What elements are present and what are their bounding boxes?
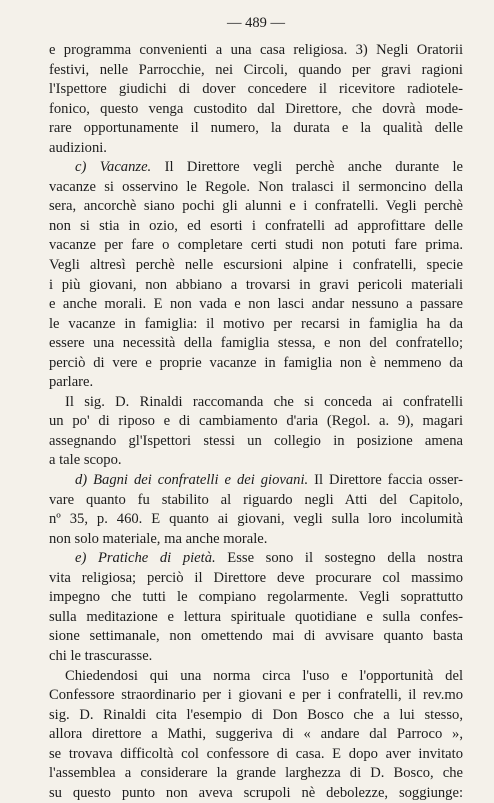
text-line bbox=[49, 432, 463, 452]
line-text: sione settimanale, non omettendo mai di avvisare quanto basta bbox=[49, 628, 463, 645]
text-line bbox=[49, 647, 463, 667]
line-text: e programma convenienti a una casa religiosa. 3) Negli Oratorii bbox=[49, 42, 463, 58]
line-text: Il sig. D. Rinaldi raccomanda che si conceda ai confratelli bbox=[65, 393, 463, 410]
text-line bbox=[49, 451, 463, 471]
text-line bbox=[49, 334, 463, 354]
line-text: Il Direttore vegli perchè anche durante le bbox=[151, 159, 463, 176]
text-line bbox=[49, 471, 463, 491]
text-line bbox=[49, 197, 463, 217]
text-line bbox=[49, 119, 463, 139]
line-text: sig. D. Rinaldi cita l'esempio di Don Bosco che a lui stesso, bbox=[49, 706, 463, 723]
line-text: vare quanto fu stabilito al riguardo negli Atti del Capitolo, bbox=[49, 491, 463, 508]
line-text: assegnando gl'Ispettori stessi un collegio in posizione amena bbox=[49, 432, 463, 449]
text-line bbox=[49, 725, 463, 745]
page-number: — 489 — bbox=[227, 15, 285, 31]
line-text: vita religiosa; perciò il Direttore deve procurare col massimo bbox=[49, 569, 463, 586]
line-text: Esse sono il sostegno della nostra bbox=[215, 550, 463, 567]
text-line bbox=[49, 100, 463, 120]
text-line bbox=[49, 667, 463, 687]
text-line bbox=[49, 373, 463, 393]
line-text: i più giovani, non abbiano a trovarsi in gravi pericoli materiali bbox=[49, 276, 463, 293]
text-line bbox=[49, 706, 463, 726]
line-text: su questo punto non aveva scrupoli nè debolezze, soggiunge: bbox=[49, 784, 463, 801]
text-line bbox=[49, 530, 463, 550]
text-line bbox=[49, 236, 463, 256]
text-line bbox=[49, 178, 463, 198]
text-line bbox=[49, 276, 463, 296]
line-text: l'assemblea a considerare la grande larghezza di D. Bosco, che bbox=[49, 765, 463, 782]
text-line bbox=[49, 549, 463, 569]
line-text: vacanze si osservino le Regole. Non tralasci il sermoncino della bbox=[49, 178, 463, 195]
line-text: festivi, nelle Parrocchie, nei Circoli, quando per gravi ragioni bbox=[49, 61, 463, 78]
line-text: fonico, questo venga custodito dal Direttore, che dovrà mode- bbox=[49, 100, 463, 117]
text-line bbox=[49, 41, 463, 61]
text-line bbox=[49, 256, 463, 276]
document-page bbox=[49, 14, 463, 803]
text-line bbox=[49, 158, 463, 178]
text-line bbox=[49, 61, 463, 81]
text-line bbox=[49, 784, 463, 803]
text-line bbox=[49, 510, 463, 530]
text-line bbox=[49, 354, 463, 374]
text-line bbox=[49, 764, 463, 784]
text-line bbox=[49, 217, 463, 237]
line-text: Confessore straordinario per i giovani e per i confratelli, il rev.mo bbox=[49, 687, 463, 704]
line-text: essere una necessità della famiglia stessa, e non del confratello; bbox=[49, 335, 463, 352]
line-text: non solo materiale, ma anche morale. bbox=[49, 530, 268, 547]
line-text: rare opportunamente il numero, la durata e la qualità delle bbox=[49, 120, 463, 137]
text-line bbox=[49, 139, 463, 159]
line-text: nº 35, p. 460. E quanto ai giovani, vegli sulla loro incolumità bbox=[49, 511, 463, 528]
line-text: audizioni. bbox=[49, 139, 107, 156]
line-text: Chiedendosi qui una norma circa l'uso e l'opportunità del bbox=[65, 667, 463, 684]
section-heading: c) Vacanze. bbox=[75, 159, 152, 176]
text-line bbox=[49, 393, 463, 413]
line-text: sera, ancorchè siano pochi gli alunni e i confratelli. Vegli perchè bbox=[49, 198, 463, 215]
line-text: impegno che tutti le compiano regolarmente. Vegli soprattutto bbox=[49, 589, 463, 606]
text-line bbox=[49, 686, 463, 706]
text-line bbox=[49, 627, 463, 647]
section-heading: d) Bagni dei confratelli e dei giovani. bbox=[75, 472, 309, 489]
text-line bbox=[49, 745, 463, 765]
line-text: un po' di riposo e di cambiamento d'aria (Regol. a. 9), magari bbox=[49, 413, 463, 430]
line-text: se trovava difficoltà col confessore di casa. E dopo aver invitato bbox=[49, 745, 463, 762]
line-text: Vegli altresì perchè nelle escursioni alpine i confratelli, specie bbox=[49, 257, 463, 274]
line-text: a tale scopo. bbox=[49, 452, 122, 469]
text-line bbox=[49, 295, 463, 315]
text-line bbox=[49, 315, 463, 335]
line-text: chi le trascurasse. bbox=[49, 647, 153, 664]
line-text: le vacanze in famiglia: il motivo per recarsi in famiglia ha da bbox=[49, 315, 463, 332]
text-line bbox=[49, 491, 463, 511]
body-text bbox=[49, 41, 463, 803]
line-text: e anche morali. E non vada e non lasci andar nessuno a passare bbox=[49, 296, 463, 313]
line-text: l'Ispettore giudichi di dover concedere il ricevitore radiotele- bbox=[49, 81, 463, 98]
line-text: perciò di vere e proprie vacanze in famiglia non è nemmeno da bbox=[49, 354, 463, 371]
section-heading: e) Pratiche di pietà. bbox=[75, 550, 216, 567]
line-text: allora direttore a Mathi, suggeriva di « andare dal Parroco », bbox=[49, 726, 463, 743]
line-text: vacanze per fare o completare certi studi non potuti fare prima. bbox=[49, 237, 463, 254]
line-text: sulla meditazione e lettura spirituale quotidiane e sulla confes- bbox=[49, 608, 463, 625]
line-text: Il Direttore faccia osser- bbox=[308, 472, 463, 489]
text-line bbox=[49, 569, 463, 589]
text-line bbox=[49, 588, 463, 608]
line-text: non si stia in ozio, ed esorti i confratelli ad approfittare delle bbox=[49, 217, 463, 234]
text-line bbox=[49, 412, 463, 432]
line-text: parlare. bbox=[49, 374, 94, 391]
text-line bbox=[49, 608, 463, 628]
text-line bbox=[49, 80, 463, 100]
